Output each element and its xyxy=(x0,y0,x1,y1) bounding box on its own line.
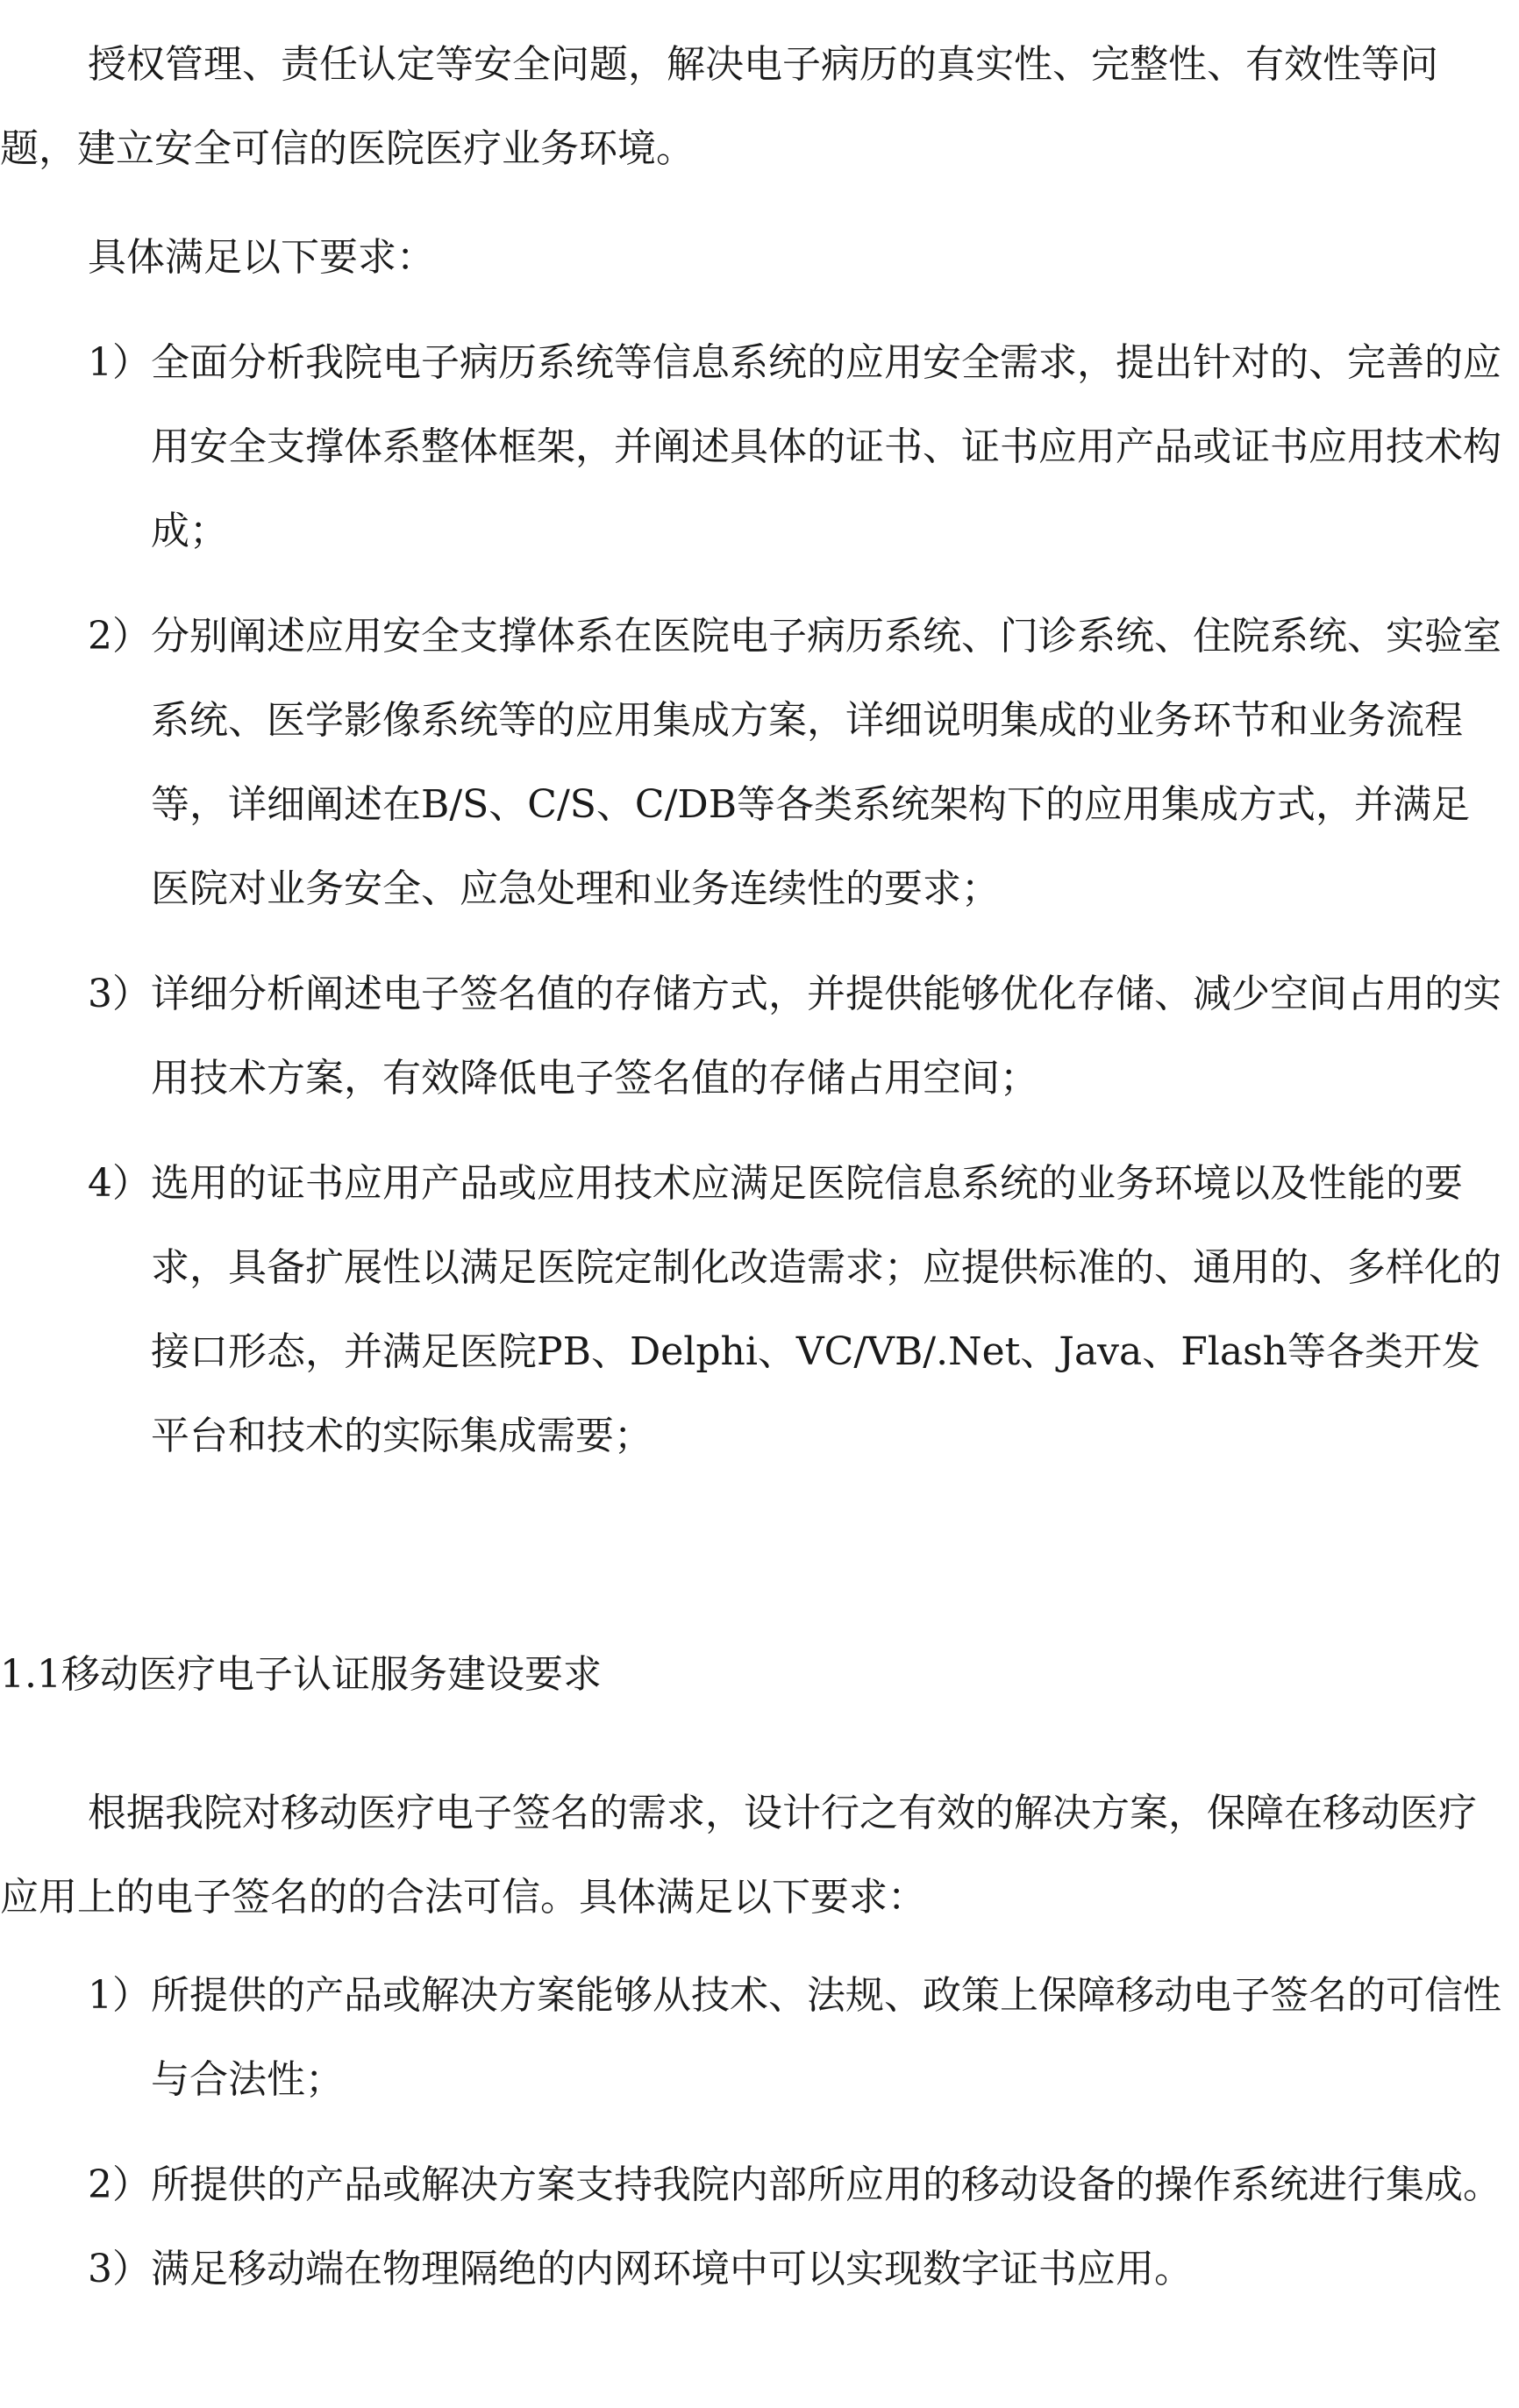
section-paragraph: 根据我院对移动医疗电子签名的需求，设计行之有效的解决方案，保障在移动医疗应用上的电子签名的的合法可信。具体满足以下要求： xyxy=(0,1791,1477,1920)
list-item-number: 2） xyxy=(88,2162,151,2207)
list-item-text: 满足移动端在物理隔绝的内网环境中可以实现数字证书应用。 xyxy=(151,2247,1193,2291)
list-item xyxy=(88,952,1501,1121)
intro-lead: 具体满足以下要求： xyxy=(88,235,435,280)
list-item-text: 所提供的产品或解决方案能够从技术、法规、政策上保障移动电子签名的可信性与合法性； xyxy=(151,1973,1501,2102)
list-item-number: 2） xyxy=(88,614,151,659)
intro-paragraph: 授权管理、责任认定等安全问题，解决电子病历的真实性、完整性、有效性等问题，建立安全可信的医院医疗业务环境。 xyxy=(0,42,1438,171)
list-item xyxy=(88,1954,1501,2122)
list-item-text: 所提供的产品或解决方案支持我院内部所应用的移动设备的操作系统进行集成。 xyxy=(151,2162,1501,2207)
list-item-number: 4） xyxy=(88,1161,151,1206)
list-item-number: 1） xyxy=(88,340,151,385)
requirements-list-2 xyxy=(88,1954,1501,2312)
list-item-number: 3） xyxy=(88,2247,151,2291)
list-item xyxy=(88,321,1501,574)
section-heading: 1.1移动医疗电子认证服务建设要求 xyxy=(0,1652,602,1697)
list-item-number: 3） xyxy=(88,972,151,1016)
list-item-text: 选用的证书应用产品或应用技术应满足医院信息系统的业务环境以及性能的要求，具备扩展性以满足医院定制化改造需求；应提供标准的、通用的、多样化的接口形态，并满足医院PB、Delphi、VC/VB/.Net、Java、Flash等各类开发平台和技术的实际集成需要； xyxy=(151,1161,1501,1458)
list-item-number: 1） xyxy=(88,1973,151,2018)
list-item xyxy=(88,2143,1501,2227)
list-item xyxy=(88,2227,1501,2312)
requirements-list-1 xyxy=(88,321,1501,1478)
list-item xyxy=(88,595,1501,931)
list-item-text: 详细分析阐述电子签名值的存储方式，并提供能够优化存储、减少空间占用的实用技术方案，有效降低电子签名值的存储占用空间； xyxy=(151,972,1501,1101)
list-item xyxy=(88,1142,1501,1478)
list-item-text: 分别阐述应用安全支撑体系在医院电子病历系统、门诊系统、住院系统、实验室系统、医学影像系统等的应用集成方案，详细说明集成的业务环节和业务流程等，详细阐述在B/S、C/S、C/DB等各类系统架构下的应用集成方式，并满足医院对业务安全、应急处理和业务连续性的要求； xyxy=(151,614,1501,911)
list-item-text: 全面分析我院电子病历系统等信息系统的应用安全需求，提出针对的、完善的应用安全支撑体系整体框架，并阐述具体的证书、证书应用产品或证书应用技术构成； xyxy=(151,340,1501,553)
